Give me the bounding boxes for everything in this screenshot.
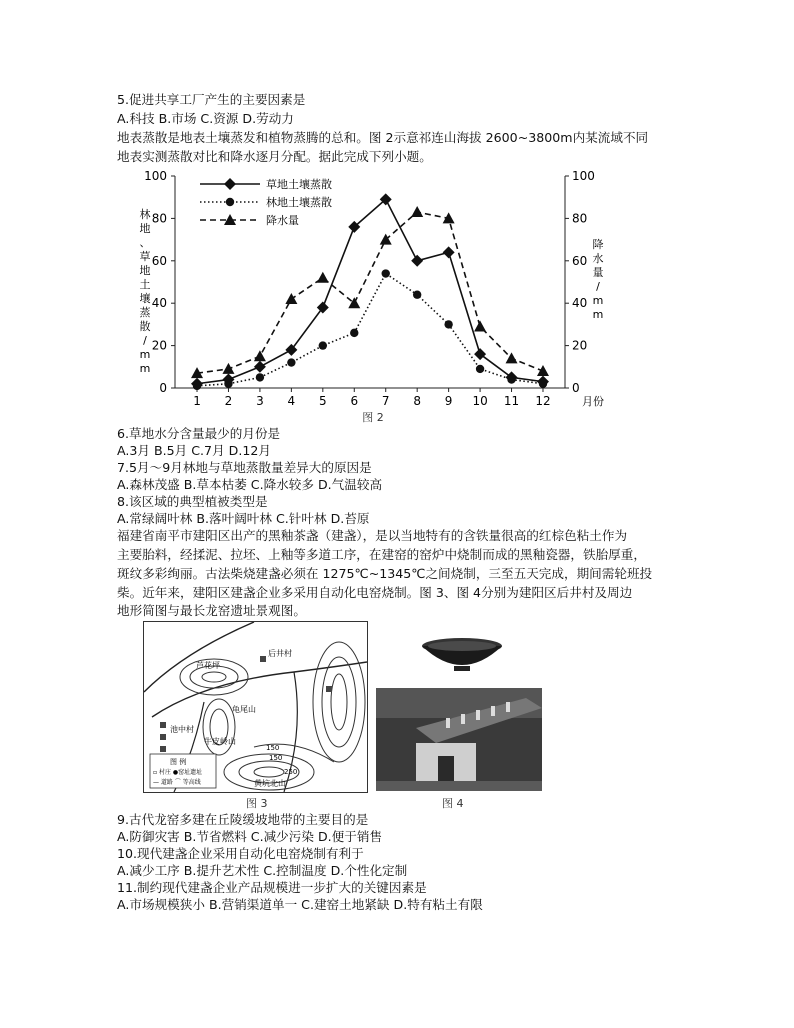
series-3-point [411,206,423,217]
legend-row-2: — 道路 ⌒ 等高线 [153,779,201,786]
question-8: 8.该区域的典型植被类型是 [117,494,268,509]
series-1-point [254,361,266,373]
x-tick-label: 6 [350,394,359,408]
figure-4-caption: 图 4 [442,797,464,810]
series-3-point [285,293,297,304]
series-1-point [411,255,423,267]
y-tick-label-right: 20 [572,338,588,353]
dragon-kiln-photo [376,688,542,791]
series-2-point [444,320,452,328]
question-7-options: A.森林茂盛 B.草本枯萎 C.降水较多 D.气温较高 [117,477,383,492]
series-2-point [382,269,390,277]
x-tick-label: 5 [319,394,327,408]
label-niupi: 牛皮岭山 [204,737,236,746]
question-10: 10.现代建盏企业采用自动化电窑烧制有利于 [117,846,364,861]
series-1-point [317,301,329,313]
series-3-point [254,350,266,361]
question-10-options: A.减少工序 B.提升艺术性 C.控制温度 D.个性化定制 [117,863,408,878]
y-tick-label-right: 0 [572,381,580,395]
label-chizhong: 池中村 [170,725,194,734]
question-11-options: A.市场规模狭小 B.营销渠道单一 C.建窑土地紧缺 D.特有粘土有限 [117,897,483,912]
series-3-point [474,321,486,332]
legend-label-3: 降水量 [266,214,299,227]
series-line-2 [197,274,543,386]
label-guiwei: 龟尾山 [232,705,256,714]
paragraph-line-1: 福建省南平市建阳区出产的黑釉茶盏（建盏），是以当地特有的含铁量很高的红棕色粘土作为 [117,528,628,543]
x-tick-label: 11 [503,394,520,408]
series-3-point [317,272,329,283]
x-tick-label: 1 [193,394,201,408]
paragraph-line-3: 斑纹多彩绚丽。古法柴烧建盏必须在 1275℃~1345℃之间烧制，三至五天完成，期间需轮班投 [117,566,653,581]
series-2-point [193,382,201,390]
y-tick-label-left: 40 [151,296,167,311]
question-9-options: A.防御灾害 B.节省燃料 C.减少污染 D.便于销售 [117,829,383,844]
series-2-point [287,358,295,366]
question-6: 6.草地水分含量最少的月份是 [117,426,281,441]
legend-marker-1 [224,178,236,190]
y-tick-label-left: 80 [151,211,167,226]
intro-line-1: 地表蒸散是地表土壤蒸发和植物蒸腾的总和。图 2示意祁连山海拔 2600~3800m内某流域不同 [117,130,649,145]
legend-marker-2 [226,198,234,206]
x-tick-label: 3 [256,394,264,408]
x-tick-label: 4 [287,394,296,408]
contour-label-150a: 150 [266,744,280,752]
label-huangtu: 黄坑北山 [254,779,286,788]
series-2-point [476,365,484,373]
legend-row-1: ▫ 村庄 ●窑址遗址 [153,769,203,776]
series-line-3 [197,212,543,373]
question-6-options: A.3月 B.5月 C.7月 D.12月 [117,443,271,458]
y-axis-label-left: 林地、草地土壤蒸散/ m m [139,208,151,375]
legend-title: 图 例 [170,758,187,766]
x-tick-label: 2 [224,394,233,408]
y-tick-label-right: 40 [572,296,588,311]
series-2-point [539,380,547,388]
question-7: 7.5月～9月林地与草地蒸散量差异大的原因是 [117,460,372,475]
series-1-point [474,348,486,360]
figure-3-map [143,621,368,793]
y-tick-label-right: 80 [572,211,588,226]
figure-3-caption: 图 3 [246,797,268,810]
paragraph-line-4: 柴。近年来，建阳区建盏企业多采用自动化电窑烧制。图 3、图 4分别为建阳区后井村及周边 [117,585,633,600]
series-3-point [537,365,549,376]
question-5-options: A.科技 B.市场 C.资源 D.劳动力 [117,111,294,126]
question-11: 11.制约现代建盏企业产品规模进一步扩大的关键因素是 [117,880,427,895]
series-1-point [285,344,297,356]
y-tick-label-left: 20 [151,338,167,353]
x-tick-label: 10 [472,394,488,408]
series-3-point [443,212,455,223]
y-axis-label-right: 降水量/ m m [592,238,604,321]
x-tick-label: 8 [413,394,421,408]
series-2-point [256,373,264,381]
dragon-kiln-drawing [376,688,542,791]
intro-line-2: 地表实测蒸散对比和降水逐月分配。据此完成下列小题。 [117,149,432,164]
figure-2-chart [120,166,620,428]
jian-bowl-image [412,636,512,676]
series-3-point [380,234,392,245]
legend-label-1: 草地土壤蒸散 [266,178,332,191]
x-tick-label: 9 [444,394,453,408]
chart-caption: 图 2 [362,411,384,424]
series-2-point [350,329,358,337]
y-tick-label-left: 100 [144,169,167,183]
paragraph-line-2: 主要胎料，经揉泥、拉坯、上釉等多道工序，在建窑的窑炉中烧制而成的黑釉瓷器，铁胎厚重， [117,547,646,562]
question-5: 5.促进共享工厂产生的主要因素是 [117,92,306,107]
series-line-1 [197,199,543,383]
question-8-options: A.常绿阔叶林 B.落叶阔叶林 C.针叶林 D.苔原 [117,511,370,526]
x-tick-label: 7 [381,394,390,408]
terrain-map-drawing [144,622,367,792]
question-9: 9.古代龙窑多建在丘陵缓坡地带的主要目的是 [117,812,369,827]
y-tick-label-right: 60 [572,253,588,268]
x-axis-unit: 月份 [582,395,604,408]
legend-label-2: 林地土壤蒸散 [266,196,332,209]
y-tick-label-left: 60 [151,253,167,268]
y-tick-label-right: 100 [572,169,595,183]
series-2-point [224,380,232,388]
series-2-point [413,291,421,299]
series-2-point [507,375,515,383]
series-3-point [222,363,234,374]
contour-label-250: 250 [284,768,298,776]
paragraph-line-5: 地形简图与最长龙窑遗址景观图。 [117,603,306,618]
contour-label-150b: 150 [269,754,283,762]
series-1-point [443,246,455,258]
y-tick-label-left: 0 [159,381,167,395]
label-houjing: 后井村 [268,649,292,658]
series-2-point [319,341,327,349]
x-tick-label: 12 [535,394,551,408]
label-lupu: 芦花坪 [196,661,220,670]
